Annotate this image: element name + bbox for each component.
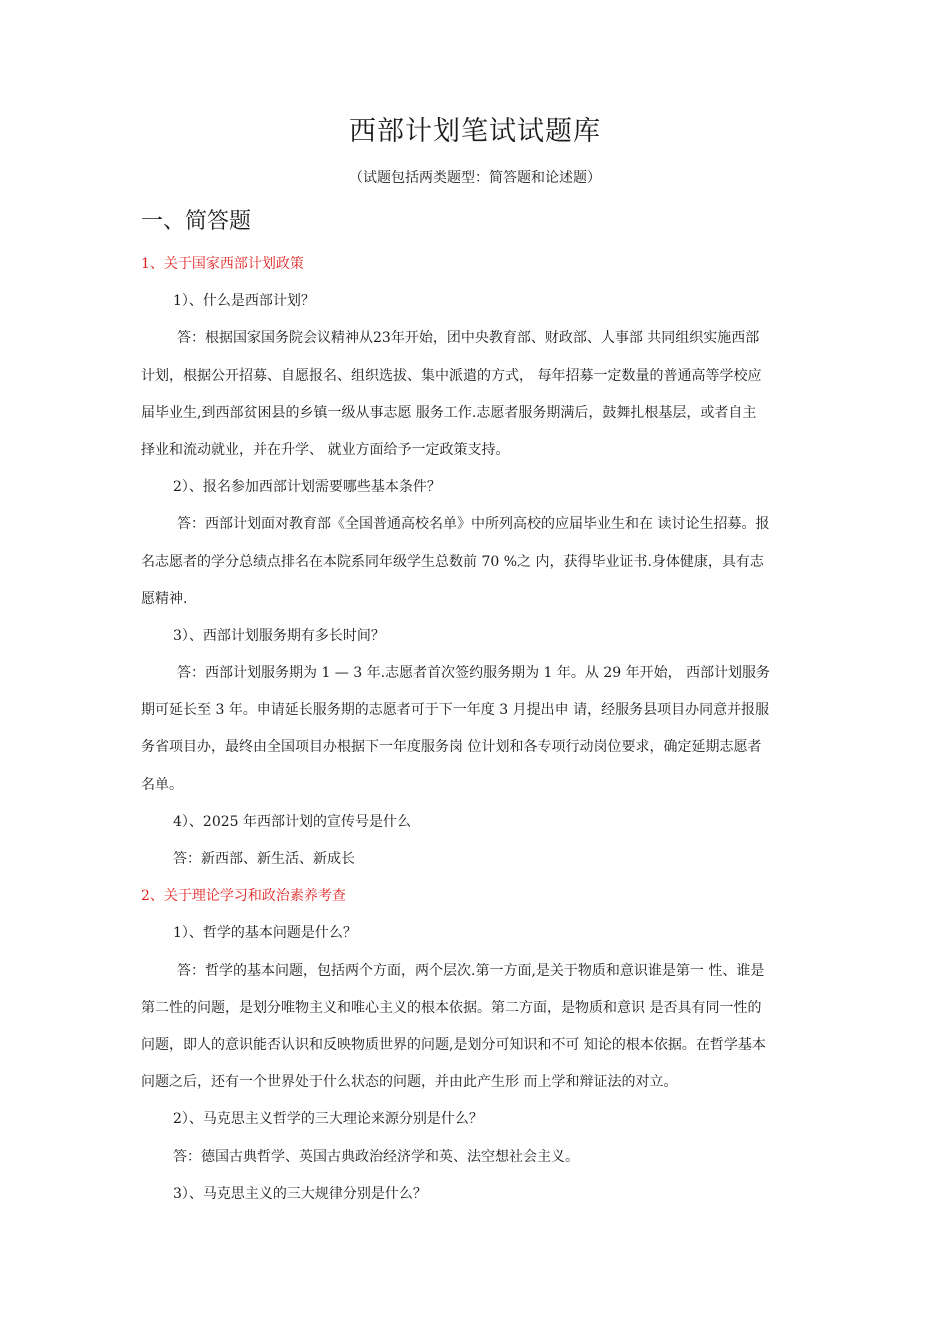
- answer-line: 届毕业生,到西部贫困县的乡镇一级从事志愿 服务工作.志愿者服务期满后，鼓舞扎根基层，或者自主: [141, 404, 757, 421]
- answer-line: 择业和流动就业，并在升学、 就业方面给予一定政策支持。: [141, 441, 510, 458]
- answer-line: 名志愿者的学分总绩点排名在本院系同年级学生总数前 70 %之 内，获得毕业证书.身体健康，具有志: [141, 553, 764, 570]
- answer-line: 愿精神.: [141, 590, 188, 607]
- section-heading: 一、简答题: [141, 209, 252, 234]
- question-line: 3）、马克思主义的三大规律分别是什么？: [173, 1185, 427, 1202]
- document-body: [141, 246, 815, 1213]
- question-line: 1）、什么是西部计划？: [173, 293, 315, 310]
- answer-line: 答：西部计划面对教育部《全国普通高校名单》中所列高校的应届毕业生和在 读讨论生招募。报: [177, 516, 770, 533]
- document-subtitle: （试题包括两类题型：简答题和论述题）: [349, 170, 601, 186]
- question-line: 3）、西部计划服务期有多长时间？: [173, 627, 385, 644]
- answer-line: 问题，即人的意识能否认识和反映物质世界的问题,是划分可知识和不可 知论的根本依据。在哲学基本: [141, 1036, 766, 1053]
- answer-line: 期可延长至 3 年。申请延长服务期的志愿者可于下一年度 3 月提出申 请，经服务县项目办同意并报服: [141, 702, 770, 719]
- answer-line: 问题之后，还有一个世界处于什么状态的问题，并由此产生形 而上学和辩证法的对立。: [141, 1074, 678, 1091]
- answer-line: 答：哲学的基本问题，包括两个方面，两个层次.第一方面,是关于物质和意识谁是第一 性、谁是: [177, 962, 765, 979]
- question-line: 2）、马克思主义哲学的三大理论来源分别是什么？: [173, 1111, 483, 1128]
- answer-line: 务省项目办，最终由全国项目办根据下一年度服务岗 位计划和各专项行动岗位要求，确定延期志愿者: [141, 739, 762, 756]
- answer-line: 答：西部计划服务期为 1 — 3 年.志愿者首次签约服务期为 1 年。从 29 年开始， 西部计划服务: [177, 665, 771, 682]
- question-line: 1）、哲学的基本问题是什么？: [173, 925, 357, 942]
- question-line: 4）、2025 年西部计划的宣传号是什么: [173, 813, 411, 830]
- subsection-heading: 1、关于国家西部计划政策: [141, 256, 304, 272]
- question-line: 答：德国古典哲学、英国古典政治经济学和英、法空想社会主义。: [173, 1148, 579, 1165]
- document-title: 西部计划笔试试题库: [349, 116, 601, 147]
- answer-line: 计划，根据公开招募、自愿报名、组织选拔、集中派遣的方式， 每年招募一定数量的普通高等学校应: [141, 367, 762, 384]
- answer-line: 名单。: [141, 776, 183, 793]
- question-line: 答：新西部、新生活、新成长: [173, 851, 355, 867]
- question-line: 2）、报名参加西部计划需要哪些基本条件？: [173, 479, 441, 496]
- answer-line: 第二性的问题，是划分唯物主义和唯心主义的根本依据。第二方面，是物质和意识 是否具有同一性的: [141, 999, 762, 1016]
- answer-line: 答：根据国家国务院会议精神从23年开始，团中央教育部、财政部、人事部 共同组织实施西部: [177, 330, 760, 347]
- subsection-heading: 2、关于理论学习和政治素养考查: [141, 888, 346, 905]
